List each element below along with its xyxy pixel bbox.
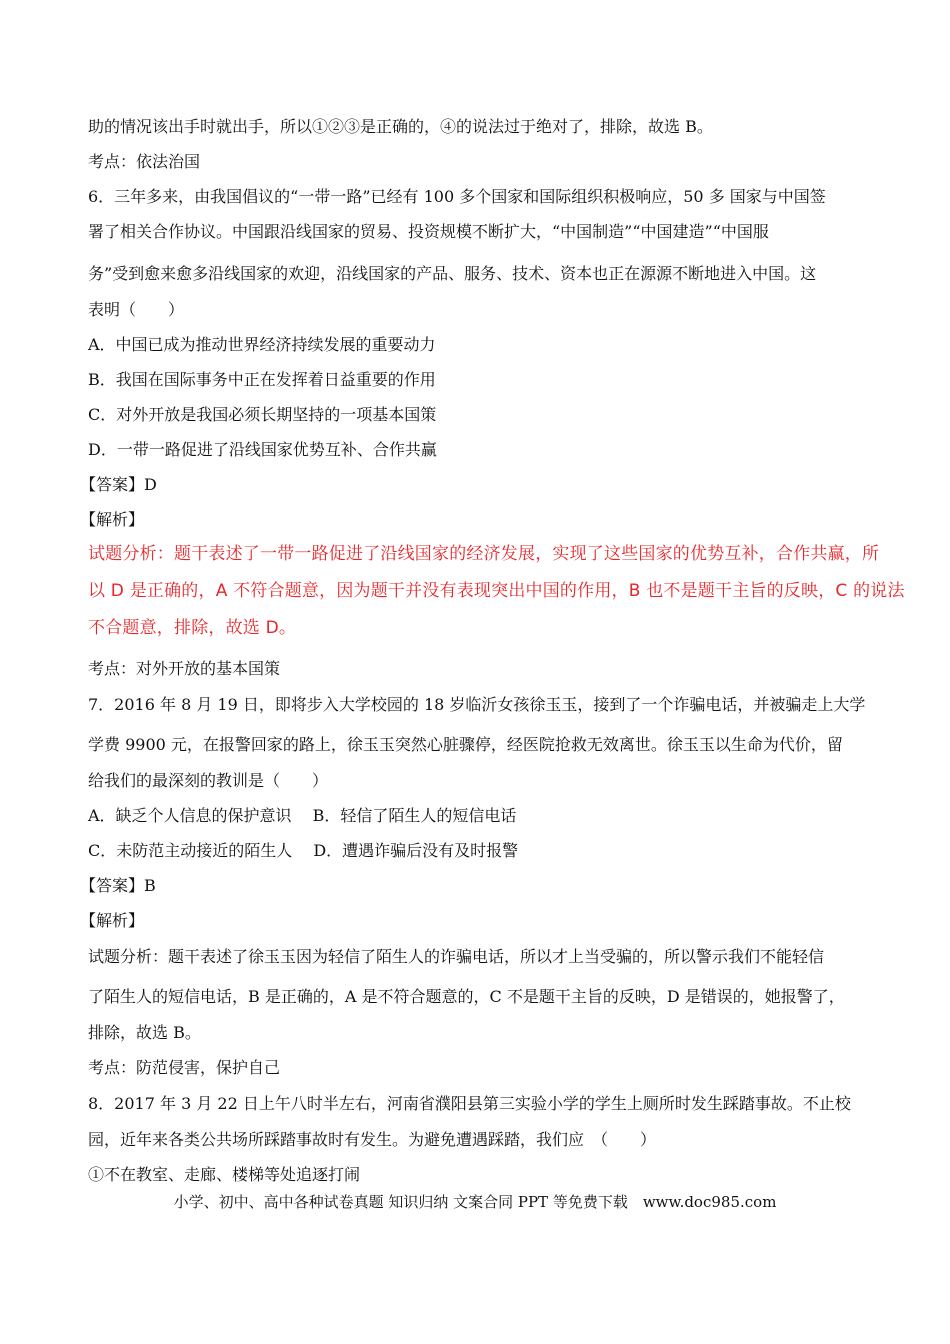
q6-option-c: C．对外开放是我国必须长期坚持的一项基本国策	[88, 405, 437, 424]
q7-kaodian: 考点：防范侵害，保护自己	[88, 1058, 281, 1077]
q7-options-row-1: A．缺乏个人信息的保护意识 B．轻信了陌生人的短信电话	[88, 806, 517, 825]
q6-analysis-line-3: 不合题意，排除，故选 D。	[88, 618, 297, 638]
q8-stem-line-2: 园，近年来各类公共场所踩踏事故时有发生。为避免遭遇踩踏，我们应 （ ）	[88, 1130, 657, 1149]
q7-analysis-line-1: 试题分析：题干表述了徐玉玉因为轻信了陌生人的诈骗电话，所以才上当受骗的，所以警示我们不能轻信	[88, 947, 825, 966]
q6-answer: 【答案】D	[80, 475, 157, 494]
q6-option-d: D．一带一路促进了沿线国家优势互补、合作共赢	[88, 440, 437, 459]
q6-stem-line-4: 表明（ ）	[88, 300, 185, 319]
q7-stem-line-2: 学费 9900 元，在报警回家的路上，徐玉玉突然心脏骤停，经医院抢救无效离世。徐玉玉以生命为代价，留	[88, 735, 843, 754]
q7-analysis-line-3: 排除，故选 B。	[88, 1023, 201, 1042]
q6-stem-line-3: 务”受到愈来愈多沿线国家的欢迎，沿线国家的产品、服务、技术、资本也正在源源不断地进入中国。这	[88, 264, 817, 283]
q7-answer: 【答案】B	[80, 876, 156, 895]
q6-stem-line-1: 6．三年多来，由我国倡议的“一带一路”已经有 100 多个国家和国际组织积极响应，50 多 国家与中国签	[88, 187, 826, 206]
q8-stem-line-1: 8．2017 年 3 月 22 日上午八时半左右，河南省濮阳县第三实验小学的学生上厕所时发生踩踏事故。不止校	[88, 1094, 851, 1113]
q5-kaodian: 考点：依法治国	[88, 152, 201, 171]
page-footer: 小学、初中、高中各种试卷真题 知识归纳 文案合同 PPT 等免费下载 www.doc985.com	[173, 1193, 777, 1211]
q7-stem-line-1: 7．2016 年 8 月 19 日，即将步入大学校园的 18 岁临沂女孩徐玉玉，接到了一个诈骗电话，并被骗走上大学	[88, 695, 866, 714]
q6-stem-line-2: 署了相关合作协议。中国跟沿线国家的贸易、投资规模不断扩大，“中国制造”“中国建造”“中国服	[88, 222, 769, 241]
q7-stem-line-3: 给我们的最深刻的教训是（ ）	[88, 771, 329, 790]
q6-analysis-line-2: 以 D 是正确的，A 不符合题意，因为题干并没有表现突出中国的作用，B 也不是题干主旨的反映，C 的说法	[88, 581, 905, 601]
q7-options-row-2: C．未防范主动接近的陌生人 D．遭遇诈骗后没有及时报警	[88, 841, 519, 860]
q7-analysis-label: 【解析】	[80, 911, 145, 930]
q6-option-a: A．中国已成为推动世界经济持续发展的重要动力	[88, 335, 436, 354]
q5-analysis-tail: 助的情况该出手时就出手，所以①②③是正确的，④的说法过于绝对了，排除，故选 B。	[88, 117, 713, 136]
q6-analysis-line-1: 试题分析：题干表述了一带一路促进了沿线国家的经济发展，实现了这些国家的优势互补，合作共赢，所	[88, 544, 880, 564]
q6-kaodian: 考点：对外开放的基本国策	[88, 659, 281, 678]
q8-item-1: ①不在教室、走廊、楼梯等处追逐打闹	[88, 1165, 361, 1184]
q6-analysis-label: 【解析】	[80, 510, 145, 529]
q6-option-b: B．我国在国际事务中正在发挥着日益重要的作用	[88, 370, 436, 389]
q7-analysis-line-2: 了陌生人的短信电话，B 是正确的，A 是不符合题意的，C 不是题干主旨的反映，D 是错误的，她报警了，	[88, 987, 845, 1006]
